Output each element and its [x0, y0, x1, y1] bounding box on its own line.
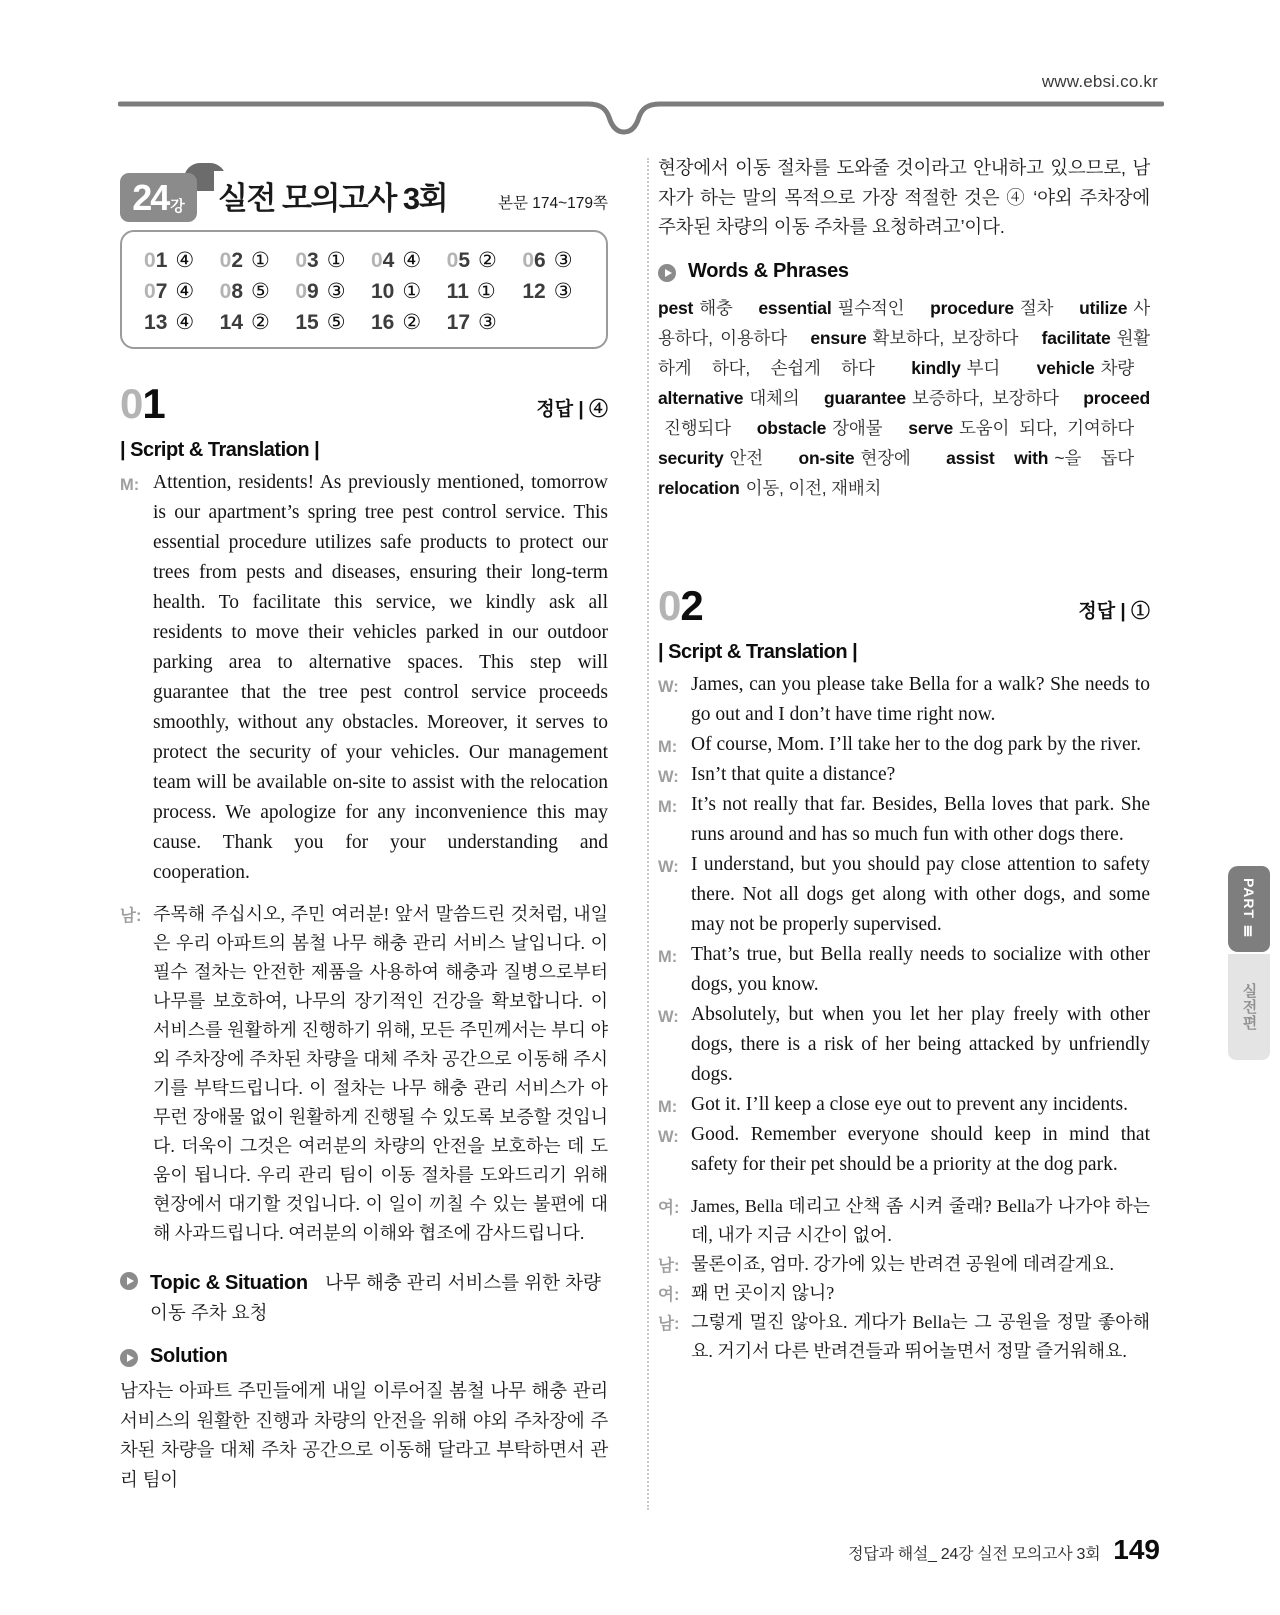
- answer-choice: ③: [553, 280, 573, 303]
- word-term: facilitate: [1041, 327, 1111, 348]
- digit: 2: [534, 279, 546, 303]
- answer-choice: ④: [175, 311, 195, 334]
- q1-translation-korean: [120, 900, 608, 1248]
- answer-number: [447, 311, 470, 335]
- solution-block: [120, 1345, 608, 1494]
- column-divider: [647, 158, 649, 1510]
- word-term: assist with: [946, 447, 1049, 468]
- digit: 1: [295, 310, 308, 334]
- word-term: pest: [658, 297, 694, 318]
- dialogue-text: That’s true, but Bella really needs to socialize with other dogs, you know.: [691, 943, 1150, 995]
- lesson-badge: [120, 173, 197, 222]
- word-term: guarantee: [824, 387, 906, 408]
- answer-number: [371, 311, 394, 335]
- digit: 0: [295, 248, 308, 272]
- answer-number: [295, 280, 318, 304]
- page-title: 실전 모의고사 3회: [214, 171, 455, 220]
- digit: 1: [370, 279, 383, 303]
- q2-script-english: [658, 670, 1150, 1180]
- dialogue-text: 꽤 먼 곳이지 않니?: [691, 1282, 835, 1303]
- side-tab-part3-label: PART Ⅲ: [1241, 877, 1257, 941]
- answer-choice: ①: [326, 249, 346, 272]
- word-term: security: [658, 447, 724, 468]
- word-definition: 이동, 이전, 재배치: [745, 477, 882, 498]
- speaker-label: W:: [658, 677, 679, 696]
- play-icon: [120, 1272, 138, 1290]
- digit: 0: [382, 279, 395, 303]
- digit: 3: [155, 310, 168, 334]
- q1-script-english: [120, 468, 608, 888]
- answer-cell: [522, 248, 598, 273]
- lesson-number: 24: [132, 176, 169, 218]
- dialogue-line: [658, 790, 1150, 850]
- answer-cell: [295, 279, 371, 304]
- topic-situation-heading: Topic & Situation: [150, 1272, 308, 1294]
- q1-script-translation-heading: | Script & Translation |: [120, 439, 320, 461]
- words-phrases-list: [658, 293, 1150, 503]
- left-column: [120, 160, 608, 1494]
- dialogue-line: [658, 1250, 1150, 1279]
- speaker-label: 여:: [658, 1198, 680, 1217]
- answer-number: [371, 280, 394, 304]
- word-term: on-site: [798, 447, 855, 468]
- word-definition: 대체의: [749, 387, 800, 408]
- word-definition: 도움이 되다, 기여하다: [959, 417, 1134, 438]
- lesson-suffix: 강: [170, 198, 185, 215]
- dialogue-text: Attention, residents! As previously mentioned, tomorrow is our apartment’s spring tree pest control service. This essential procedure utilizes safe products to protect our trees from pests and diseases, ensuring their long-term health. To facilitate this service, we kindly ask all residents to move their vehicles parked in our outdoor parking area to alternative spaces. This step will guarantee that the tree pest control service proceeds smoothly, without any obstacles. Moreover, it serves to protect the security of your vehicles. Our management team will be available on-site to assist with the relocation process. We apologize for any inconvenience this may cause. Thank you for your understanding and cooperation.: [153, 472, 608, 883]
- digit: 0: [295, 279, 308, 303]
- word-term: serve: [908, 417, 954, 438]
- site-url: www.ebsi.co.kr: [1041, 72, 1158, 91]
- word-definition: 보증하다, 보장하다: [911, 387, 1059, 408]
- word-term: procedure: [930, 297, 1014, 318]
- answer-number: [144, 280, 167, 304]
- word-term: relocation: [658, 477, 740, 498]
- word-term: alternative: [658, 387, 744, 408]
- solution-continuation-text: 현장에서 이동 절차를 도와줄 것이라고 안내하고 있으므로, 남자가 하는 말의 목적으로 가장 적절한 것은 ④ ‘야외 주차장에 주차된 차량의 이동 주차를 요청하려고’이다.: [658, 157, 1150, 237]
- footer-label: 정답과 해설_ 24강 실전 모의고사 3회: [848, 1546, 1101, 1563]
- digit: 1: [142, 380, 165, 427]
- word-term: kindly: [911, 357, 961, 378]
- word-definition: 확보하다, 보장하다: [872, 327, 1019, 348]
- digit: 4: [382, 248, 395, 272]
- dialogue-text: James, can you please take Bella for a walk? She needs to go out and I don’t have time right now.: [691, 673, 1150, 725]
- dialogue-line: [658, 1120, 1150, 1180]
- answer-choice: ④: [175, 249, 195, 272]
- digit: 1: [446, 310, 459, 334]
- answer-number: [522, 280, 545, 304]
- solution-heading-row: [120, 1345, 608, 1368]
- word-definition: 절차: [1019, 297, 1054, 318]
- word-entry: [658, 388, 799, 408]
- word-entry: [658, 478, 881, 498]
- question-1-number: [120, 380, 165, 427]
- word-term: obstacle: [756, 417, 827, 438]
- question-2-heading: [658, 581, 1150, 629]
- answer-number: [295, 311, 318, 335]
- answer-number: [447, 249, 470, 273]
- answer-cell: [144, 310, 220, 335]
- digit: 5: [458, 248, 471, 272]
- dialogue-line: [658, 1192, 1150, 1250]
- side-tab-practice-section: [1228, 954, 1270, 1060]
- question-2-answer-label: 정답 | ①: [1078, 600, 1150, 622]
- word-term: essential: [758, 297, 832, 318]
- word-definition: 장애물: [832, 417, 883, 438]
- digit: 2: [231, 248, 244, 272]
- digit: 3: [307, 248, 319, 272]
- answer-cell: [371, 248, 447, 273]
- answer-number: [371, 249, 394, 273]
- word-definition: 차량: [1100, 357, 1134, 378]
- answer-choice: ⑤: [251, 280, 270, 303]
- word-definition: 현장에: [860, 447, 911, 468]
- dialogue-text: 주목해 주십시오, 주민 여러분! 앞서 말씀드린 것처럼, 내일은 우리 아파트의 봄철 나무 해충 관리 서비스 날입니다. 이 필수 절차는 안전한 제품을 사용하여 해충과 질병으로부터 나무를 보호하여, 나무의 장기적인 건강을 확보합니다. 이 서비스를 원활하게 진행하기 위해, 모든 주민께서는 부디 야외 주차장에 주차된 차량을 대체 주차 공간으로 이동해 주시기를 부탁드립니다. 이 절차는 나무 해충 관리 서비스가 아무런 장애물 없이 원활하게 진행될 수 있도록 보증할 것입니다. 더욱이 그것은 여러분의 차량의 안전을 보호하는 데 도움이 됩니다. 우리 관리 팀이 이동 절차를 도와드리기 위해 현장에서 대기할 것입니다. 이 일이 끼칠 수 있는 불편에 대해 사과드립니다. 여러분의 이해와 협조에 감사드립니다.: [153, 904, 608, 1243]
- dialogue-line: [658, 1279, 1150, 1308]
- speaker-label: 여:: [658, 1285, 680, 1304]
- word-term: proceed: [1083, 387, 1150, 408]
- digit: 6: [534, 248, 546, 272]
- digit: 0: [144, 248, 156, 272]
- digit: 9: [307, 279, 319, 303]
- dialogue-line: [658, 1308, 1150, 1366]
- answer-number: [220, 249, 243, 273]
- speaker-label: M:: [120, 476, 140, 494]
- digit: 1: [155, 248, 168, 272]
- word-entry: [1037, 358, 1134, 378]
- word-entry: [908, 418, 1134, 438]
- answer-cell: [447, 279, 523, 304]
- word-entry: [824, 388, 1059, 408]
- answer-number: [144, 311, 167, 335]
- digit: 0: [446, 248, 459, 272]
- side-tab-practice-label: 실전편: [1240, 983, 1258, 1031]
- answer-choice: ②: [402, 311, 422, 334]
- answer-cell: [220, 279, 296, 304]
- digit: 0: [219, 279, 232, 303]
- answer-choice: ②: [251, 311, 270, 334]
- digit: 4: [231, 310, 244, 334]
- digit: 5: [307, 310, 319, 334]
- word-definition: 부디: [966, 357, 1001, 378]
- word-entry: [758, 298, 904, 318]
- answer-choice: ③: [553, 249, 573, 272]
- word-definition: 해충: [699, 297, 733, 318]
- digit: 2: [680, 581, 703, 629]
- digit: 0: [144, 279, 156, 303]
- footer-page-number: 149: [1113, 1534, 1160, 1565]
- q2-script-translation-heading: | Script & Translation |: [658, 640, 858, 663]
- answer-choice: ⑤: [326, 311, 346, 334]
- dialogue-line: [658, 760, 1150, 790]
- digit: 6: [382, 310, 395, 334]
- dialogue-text: James, Bella 데리고 산책 좀 시켜 줄래? Bella가 나가야 하는데, 내가 지금 시간이 없어.: [691, 1195, 1150, 1245]
- question-1-answer-label: 정답 | ④: [536, 399, 608, 420]
- answer-choice: ②: [478, 249, 497, 272]
- topic-situation-text: 나무 해충 관리 서비스를 위한 차량 이동 주차 요청: [150, 1272, 601, 1323]
- speaker-label: W:: [658, 767, 679, 786]
- digit: 1: [370, 310, 383, 334]
- speaker-label: W:: [658, 1127, 679, 1146]
- digit: 8: [231, 279, 244, 303]
- answer-number: [220, 311, 243, 335]
- dialogue-line: [658, 670, 1150, 730]
- word-definition: 사용하다, 이용하다: [658, 297, 1150, 348]
- solution-heading: Solution: [150, 1345, 228, 1367]
- question-2-number: [658, 581, 703, 629]
- word-term: utilize: [1079, 297, 1128, 318]
- dialogue-line: [120, 900, 608, 1248]
- dialogue-line: [658, 1090, 1150, 1120]
- dialogue-line: [658, 1000, 1150, 1090]
- answer-cell: [371, 310, 447, 335]
- page-reference: 본문 174~179쪽: [498, 195, 608, 212]
- word-term: ensure: [810, 327, 867, 348]
- word-entry: [799, 448, 911, 468]
- digit: 1: [457, 279, 469, 303]
- answer-number: [220, 280, 243, 304]
- answer-cell: [295, 310, 371, 335]
- dialogue-text: Of course, Mom. I’ll take her to the dog park by the river.: [691, 733, 1141, 755]
- word-entry: [658, 448, 763, 468]
- dialogue-line: [658, 730, 1150, 760]
- q2-translation-korean: [658, 1192, 1150, 1366]
- dialogue-line: [658, 940, 1150, 1000]
- dialogue-line: [658, 850, 1150, 940]
- answer-choice: ④: [175, 280, 195, 303]
- top-rule-decoration: [118, 100, 1164, 140]
- words-phrases-heading-row: [658, 260, 1150, 283]
- answer-cell: [220, 310, 296, 335]
- answer-cell: [522, 279, 598, 304]
- play-icon: [120, 1349, 138, 1367]
- question-1-heading: [120, 380, 608, 427]
- answer-cell: [220, 248, 296, 273]
- answer-number: [144, 249, 167, 273]
- dialogue-text: Isn’t that quite a distance?: [691, 763, 896, 785]
- words-phrases-heading: Words & Phrases: [688, 259, 849, 282]
- speaker-label: M:: [658, 797, 678, 816]
- speaker-label: M:: [658, 1097, 678, 1116]
- speaker-label: M:: [658, 737, 678, 756]
- word-entry: [757, 418, 883, 438]
- digit: 0: [370, 248, 383, 272]
- speaker-label: 남:: [658, 1314, 680, 1333]
- word-entry: [930, 298, 1053, 318]
- speaker-label: 남:: [658, 1256, 680, 1275]
- answer-choice: ①: [251, 249, 270, 272]
- speaker-label: W:: [658, 1007, 679, 1026]
- digit: 0: [219, 248, 232, 272]
- answer-cell: [447, 310, 523, 335]
- dialogue-text: It’s not really that far. Besides, Bella loves that park. She runs around and has so much fun with other dogs there.: [691, 793, 1150, 845]
- right-column: [658, 153, 1150, 1366]
- answer-key-box: [120, 230, 608, 349]
- dialogue-text: Good. Remember everyone should keep in mind that safety for their pet should be a priority at the dog park.: [691, 1123, 1150, 1175]
- digit: 0: [658, 581, 681, 629]
- digit: 1: [219, 310, 232, 334]
- digit: 7: [155, 279, 168, 303]
- play-icon: [658, 264, 676, 282]
- word-entry: [946, 448, 1134, 468]
- lesson-header: [120, 160, 608, 226]
- digit: 1: [522, 279, 535, 303]
- answer-choice: ①: [476, 280, 496, 303]
- dialogue-line: [120, 468, 608, 888]
- word-entry: [658, 298, 733, 318]
- answer-cell: [144, 248, 220, 273]
- speaker-label: M:: [658, 947, 678, 966]
- answer-choice: ③: [326, 280, 346, 303]
- digit: 1: [446, 279, 458, 303]
- word-definition: 진행되다: [664, 417, 731, 438]
- digit: 0: [120, 380, 143, 427]
- topic-situation-block: [120, 1268, 608, 1327]
- side-tab-part3: [1228, 866, 1270, 952]
- answer-choice: ①: [402, 280, 422, 303]
- word-definition: ~을 돕다: [1054, 447, 1134, 468]
- answer-choice: ③: [478, 311, 497, 334]
- speaker-label: 남:: [120, 907, 142, 925]
- word-entry: [810, 328, 1018, 348]
- answer-cell: [447, 248, 523, 273]
- answer-cell: [295, 248, 371, 273]
- digit: 0: [522, 248, 535, 272]
- word-definition: 원활하게 하다, 손쉽게 하다: [658, 327, 1151, 378]
- word-term: vehicle: [1036, 357, 1095, 378]
- solution-text: 남자는 아파트 주민들에게 내일 이루어질 봄철 나무 해충 관리 서비스의 원활한 진행과 차량의 안전을 위해 야외 주차장에 주차된 차량을 대체 주차 공간으로 이동해 달라고 부탁하면서 관리 팀이: [120, 1380, 608, 1490]
- dialogue-text: Absolutely, but when you let her play freely with other dogs, there is a risk of her being attacked by unfriendly dogs.: [691, 1003, 1150, 1085]
- answer-number: [447, 280, 469, 304]
- dialogue-text: 그렇게 멀진 않아요. 게다가 Bella는 그 공원을 정말 좋아해요. 거기서 다른 반려견들과 뛰어놀면서 정말 즐거워해요.: [691, 1311, 1150, 1361]
- speaker-label: W:: [658, 857, 679, 876]
- answer-cell: [144, 279, 220, 304]
- page-footer: [848, 1534, 1160, 1566]
- answer-cell: [371, 279, 447, 304]
- dialogue-text: I understand, but you should pay close attention to safety there. Not all dogs get along with other dogs, and some may not be properly supervised.: [691, 853, 1150, 935]
- word-definition: 안전: [729, 447, 763, 468]
- dialogue-text: 물론이죠, 엄마. 강가에 있는 반려견 공원에 데려갈게요.: [691, 1253, 1115, 1274]
- word-definition: 필수적인: [837, 297, 905, 318]
- answer-choice: ④: [402, 249, 422, 272]
- answer-number: [295, 249, 318, 273]
- answer-number: [522, 249, 545, 273]
- digit: 7: [458, 310, 471, 334]
- digit: 1: [144, 310, 156, 334]
- word-entry: [911, 358, 1000, 378]
- dialogue-text: Got it. I’ll keep a close eye out to prevent any incidents.: [691, 1093, 1128, 1115]
